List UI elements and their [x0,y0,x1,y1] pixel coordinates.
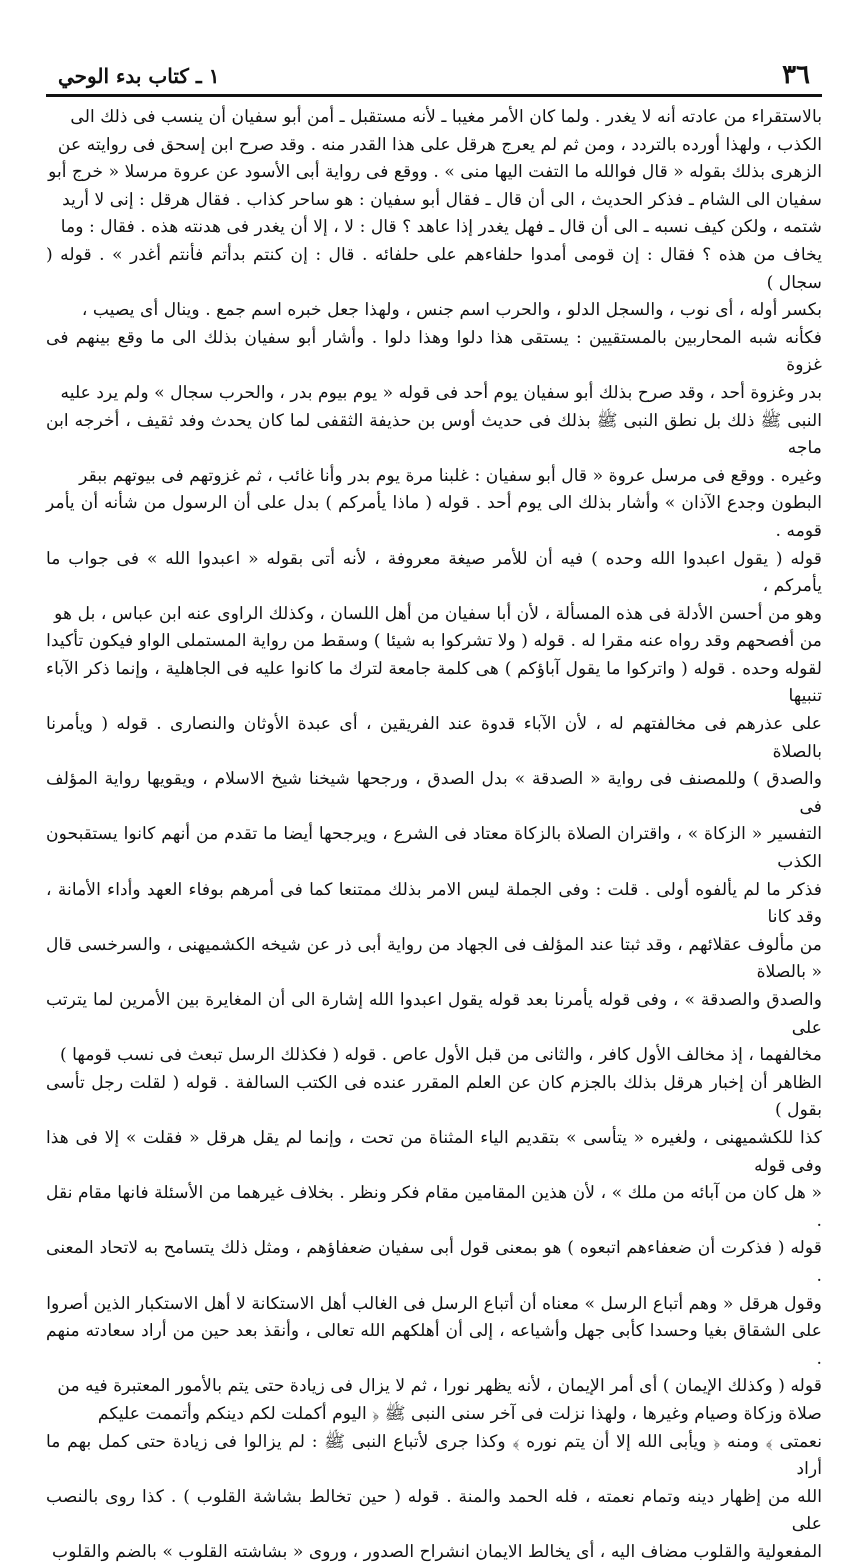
text-line: سفيان الى الشام ـ فذكر الحديث ، الى أن قال ـ فقال أبو سفيان : هو ساحر كذاب . فقال هرقل : إنى لا أريد [62,189,822,210]
text-line: الكذب ، ولهذا أورده بالتردد ، ومن ثم لم يعرج هرقل على هذا القدر منه . وقد صرح ابن إسحق فى روايته عن [57,134,822,155]
text-line: يخاف من هذه ؟ فقال : إن قومى أمدوا حلفاءهم على حلفائه . قال : إن كنتم بدأتم فأنتم أغدر » . قوله ( سجال ) [46,244,822,293]
text-line: والصدق والصدقة » ، وفى قوله يأمرنا بعد قوله يقول اعبدوا الله إشارة الى أن المغايرة بين الأمرين لما يترتب على [46,990,822,1038]
text-line: التفسير « الزكاة » ، واقتران الصلاة بالزكاة معتاد فى الشرع ، ويرجحها أيضا ما تقدم من أنهم كانوا يستقبحون الكذب [46,824,822,873]
text-line: والصدق ) وللمصنف فى رواية « الصدقة » بدل الصدق ، ورجحها شيخنا شيخ الاسلام ، ويقويها رواية المؤلف فى [46,769,822,817]
text-line: قوله ( يقول اعبدوا الله وحده ) فيه أن للأمر صيغة معروفة ، لأنه أتى بقوله « اعبدوا الله » فى جواب ما يأمركم ، [46,548,822,597]
text-line: الزهرى بذلك بقوله « قال فوالله ما التفت اليها منى » . ووقع فى رواية أبى الأسود عن عروة مرسلا « خرج أبو [48,162,822,183]
text-line: فذكر ما لم يألفوه أولى . قلت : وفى الجملة ليس الامر بذلك ممتنعا كما فى أمرهم بوفاء العهد وأداء الأمانة ، وقد كانا [46,879,822,928]
text-line: وهو من أحسن الأدلة فى هذه المسألة ، لأن أبا سفيان من أهل اللسان ، وكذلك الراوى عنه ابن عباس ، بل هو [54,603,822,624]
text-line: البطون وجدع الآذان » وأشار بذلك الى يوم أحد . قوله ( ماذا يأمركم ) بدل على أن الرسول من شأنه أن يأمر قومه . [46,493,823,541]
text-line: على الشقاق بغيا وحسدا كأبى جهل وأشياعه ، إلى أن أهلكهم الله تعالى ، وأنقذ بعد حين من أراد سعادته منهم . [46,1321,822,1369]
page-header [48,58,818,92]
text-line: بالاستقراء من عادته أنه لا يغدر . ولما كان الأمر مغيبا ـ لأنه مستقبل ـ أمن أبو سفيان أن ينسب فى ذلك الى [70,107,822,127]
text-line: على عذرهم فى مخالفتهم له ، لأن الآباء قدوة عند الفريقين ، أى عبدة الأوثان والنصارى . قوله ( ويأمرنا بالصلاة [46,714,822,762]
text-line: من مألوف عقلائهم ، وقد ثبتا عند المؤلف فى الجهاد من رواية أبى ذر عن شيخه الكشميهنى ، والسرخسى قال « بالصلاة [46,934,822,983]
text-line: بدر وغزوة أحد ، وقد صرح بذلك أبو سفيان يوم أحد فى قوله « يوم بيوم بدر ، والحرب سجال » ولم يرد عليه [60,382,822,403]
text-line: لقوله وحده . قوله ( واتركوا ما يقول آباؤكم ) هى كلمة جامعة لترك ما كانوا عليه فى الجاهلية ، وإنما ذكر الآباء تنبيها [46,658,822,707]
text-line: مخالفهما ، إذ مخالف الأول كافر ، والثانى من قبل الأول عاص . قوله ( فكذلك الرسل تبعث فى نسب قومها ) [60,1045,822,1066]
text-line: بكسر أوله ، أى نوب ، والسجل الدلو ، والحرب اسم جنس ، ولهذا جعل خبره اسم جمع . وينال أى يصيب ، [81,300,822,321]
text-line: النبى ﷺ ذلك بل نطق النبى ﷺ بذلك فى حديث أوس بن حذيفة الثقفى لما كان يحدث وفد ثقيف ، أخرجه ابن ماجه [46,410,822,459]
text-line: وغيره . ووقع فى مرسل عروة « قال أبو سفيان : غلبنا مرة يوم بدر وأنا غائب ، ثم غزوتهم فى بيوتهم ببقر [79,465,822,486]
text-line: قوله ( فذكرت أن ضعفاءهم اتبعوه ) هو بمعنى قول أبى سفيان ضعفاؤهم ، ومثل ذلك يتسامح به لاتحاد المعنى . [46,1238,822,1286]
header-rule [46,94,822,97]
text-line: « هل كان من آبائه من ملك » ، لأن هذين المقامين مقام فكر ونظر . بخلاف غيرهما من الأسئلة فانها مقام نقل . [46,1183,823,1231]
text-line: الظاهر أن إخبار هرقل بذلك بالجزم كان عن العلم المقرر عنده فى الكتب السالفة . قوله ( لقلت رجل تأسى بقول ) [46,1072,822,1121]
text-line: فكأنه شبه المحاربين بالمستقيين : يستقى هذا دلوا وهذا دلوا . وأشار أبو سفيان بذلك الى ما وقع بينهم فى غزوة [46,327,822,376]
text-line: قوله ( وكذلك الإيمان ) أى أمر الإيمان ، لأنه يظهر نورا ، ثم لا يزال فى زيادة حتى يتم بالأمور المعتبرة فيه من [57,1376,822,1397]
text-line: الله من إظهار دينه وتمام نعمته ، فله الحمد والمنة . قوله ( حين تخالط بشاشة القلوب ) . كذا روى بالنصب على [46,1486,822,1535]
text-line: وقول هرقل « وهم أتباع الرسل » معناه أن أتباع الرسل فى الغالب أهل الاستكانة لا أهل الاستكبار الذين أصروا [46,1293,822,1314]
text-line: المفعولية والقلوب مضاف اليه ، أى يخالط الايمان انشراح الصدور ، وروى « بشاشته القلوب » بالضم والقلوب [52,1541,822,1562]
running-title: ١ ـ كتاب بدء الوحي [58,64,220,88]
body-text [46,104,823,1562]
text-line: شتمه ، ولكن كيف نسبه ـ الى أن قال ـ فهل يغدر إذا عاهد ؟ قال : لا ، إلا أن يغدر فى هدنته هذه . فقال : وما [60,217,822,238]
text-line: صلاة وزكاة وصيام وغيرها ، ولهذا نزلت فى آخر سنى النبى ﷺ ﴿ اليوم أكملت لكم دينكم وأتممت عليكم [97,1403,822,1424]
page-number: ٣٦ [782,60,810,90]
text-line: نعمتى ﴾ ومنه ﴿ ويأبى الله إلا أن يتم نوره ﴾ وكذا جرى لأتباع النبى ﷺ : لم يزالوا فى زيادة حتى كمل بهم ما أراد [46,1431,822,1480]
text-line: من أفصحهم وقد رواه عنه مقرا له . قوله ( ولا تشركوا به شيئا ) وسقط من رواية المستملى الواو فيكون تأكيدا [46,631,822,652]
text-line: كذا للكشميهنى ، ولغيره « يتأسى » بتقديم الياء المثناة من تحت ، وإنما لم يقل هرقل « فقلت » إلا فى هذا وفى قوله [46,1127,822,1176]
